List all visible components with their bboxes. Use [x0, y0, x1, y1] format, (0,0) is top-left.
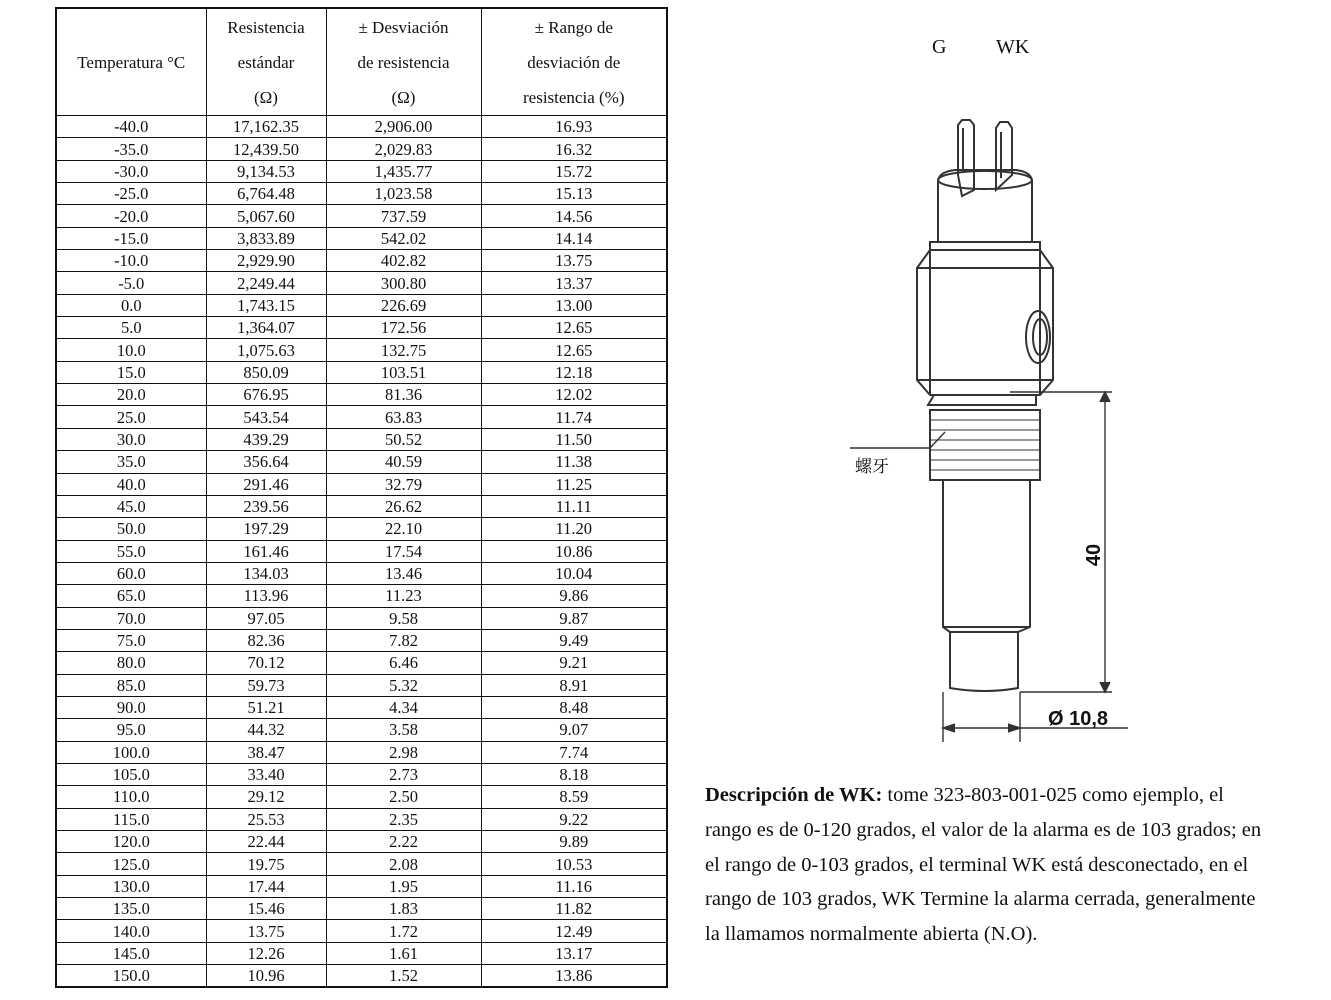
table-cell: 10.86 [481, 540, 667, 562]
table-cell: 9.89 [481, 831, 667, 853]
table-cell: 10.53 [481, 853, 667, 875]
table-cell: 13.37 [481, 272, 667, 294]
table-cell: 140.0 [56, 920, 206, 942]
table-cell: 10.0 [56, 339, 206, 361]
table-cell: 2,906.00 [326, 116, 481, 138]
table-cell: 70.0 [56, 607, 206, 629]
table-cell: 12.26 [206, 942, 326, 964]
diameter-label: Ø 10,8 [1048, 708, 1109, 730]
table-row [56, 473, 667, 495]
table-row [56, 786, 667, 808]
table-cell: 9.22 [481, 808, 667, 830]
table-cell: 134.03 [206, 562, 326, 584]
thread-label: 螺牙 [855, 457, 889, 477]
table-row [56, 719, 667, 741]
table-row [56, 116, 667, 138]
table-row [56, 406, 667, 428]
table-cell: 20.0 [56, 384, 206, 406]
table-cell: 9.07 [481, 719, 667, 741]
table-cell: 81.36 [326, 384, 481, 406]
table-cell: 542.02 [326, 227, 481, 249]
table-cell: 1,023.58 [326, 183, 481, 205]
description-text: tome 323-803-001-025 como ejemplo, el rango es de 0-120 grados, el valor de la alarma es de 103 grados; en el rango de 0-103 grados, el terminal WK está desconectado, en el rango de 103 grados, WK Termine la alarma cerrada, generalmente la llamamos normalmente abierta (N.O). [705, 784, 1262, 946]
table-cell: 95.0 [56, 719, 206, 741]
table-cell: 13.00 [481, 294, 667, 316]
table-cell: 125.0 [56, 853, 206, 875]
terminal-wk [996, 122, 1012, 190]
table-cell: -30.0 [56, 160, 206, 182]
table-cell: 15.46 [206, 898, 326, 920]
table-cell: 10.96 [206, 965, 326, 988]
table-cell: 17,162.35 [206, 116, 326, 138]
table-cell: 8.18 [481, 763, 667, 785]
table-cell: 29.12 [206, 786, 326, 808]
table-cell: 11.25 [481, 473, 667, 495]
table-cell: 1,075.63 [206, 339, 326, 361]
table-cell: 11.82 [481, 898, 667, 920]
table-cell: 103.51 [326, 361, 481, 383]
table-cell: 59.73 [206, 674, 326, 696]
table-cell: 19.75 [206, 853, 326, 875]
wk-description [705, 778, 1275, 952]
table-cell: 2,029.83 [326, 138, 481, 160]
probe-shaft [943, 480, 1030, 691]
table-cell: 12.65 [481, 317, 667, 339]
table-cell: 226.69 [326, 294, 481, 316]
table-cell: 50.0 [56, 518, 206, 540]
table-cell: 5.32 [326, 674, 481, 696]
table-cell: -40.0 [56, 116, 206, 138]
hex-nut-body [917, 250, 1053, 395]
resistance-table [55, 7, 668, 988]
table-cell: 737.59 [326, 205, 481, 227]
table-cell: 15.0 [56, 361, 206, 383]
table-cell: 85.0 [56, 674, 206, 696]
table-row [56, 808, 667, 830]
table-cell: 12,439.50 [206, 138, 326, 160]
table-row [56, 853, 667, 875]
table-cell: 239.56 [206, 495, 326, 517]
sensor-diagram [800, 20, 1180, 760]
table-cell: 75.0 [56, 629, 206, 651]
table-cell: -20.0 [56, 205, 206, 227]
table-cell: 439.29 [206, 428, 326, 450]
table-cell: 14.56 [481, 205, 667, 227]
table-cell: 38.47 [206, 741, 326, 763]
table-cell: 1,743.15 [206, 294, 326, 316]
table-row [56, 696, 667, 718]
table-cell: 70.12 [206, 652, 326, 674]
table-cell: -5.0 [56, 272, 206, 294]
table-cell: 2.50 [326, 786, 481, 808]
table-row [56, 160, 667, 182]
table-cell: 3.58 [326, 719, 481, 741]
table-row [56, 205, 667, 227]
table-cell: 50.52 [326, 428, 481, 450]
table-cell: 2.22 [326, 831, 481, 853]
table-cell: 676.95 [206, 384, 326, 406]
table-cell: 1.61 [326, 942, 481, 964]
table-cell: 543.54 [206, 406, 326, 428]
table-cell: 1,364.07 [206, 317, 326, 339]
table-cell: 65.0 [56, 585, 206, 607]
table-cell: 197.29 [206, 518, 326, 540]
table-cell: 1.95 [326, 875, 481, 897]
table-cell: 8.91 [481, 674, 667, 696]
table-cell: 113.96 [206, 585, 326, 607]
table-row [56, 294, 667, 316]
table-cell: 11.23 [326, 585, 481, 607]
thread-section [928, 395, 1036, 405]
table-cell: 1.52 [326, 965, 481, 988]
table-cell: 120.0 [56, 831, 206, 853]
table-row [56, 898, 667, 920]
table-cell: 11.16 [481, 875, 667, 897]
header-standard-resistance: Resistencia estándar (Ω) [206, 8, 326, 116]
table-cell: 9.49 [481, 629, 667, 651]
table-cell: 100.0 [56, 741, 206, 763]
table-row [56, 183, 667, 205]
table-cell: 115.0 [56, 808, 206, 830]
table-cell: 850.09 [206, 361, 326, 383]
table-cell: 9.87 [481, 607, 667, 629]
table-row [56, 518, 667, 540]
table-cell: 105.0 [56, 763, 206, 785]
table-cell: 80.0 [56, 652, 206, 674]
table-cell: 15.72 [481, 160, 667, 182]
table-cell: 33.40 [206, 763, 326, 785]
length-dimension [1010, 392, 1112, 692]
table-cell: -25.0 [56, 183, 206, 205]
table-cell: 9.86 [481, 585, 667, 607]
table-cell: 16.93 [481, 116, 667, 138]
table-cell: 60.0 [56, 562, 206, 584]
table-row [56, 451, 667, 473]
table-cell: 22.44 [206, 831, 326, 853]
table-cell: 97.05 [206, 607, 326, 629]
table-cell: 45.0 [56, 495, 206, 517]
table-cell: 7.82 [326, 629, 481, 651]
length-label: 40 [1083, 543, 1105, 567]
table-cell: 55.0 [56, 540, 206, 562]
header-deviation-range: ± Rango de desviación de resistencia (%) [481, 8, 667, 116]
table-cell: -35.0 [56, 138, 206, 160]
table-cell: 40.0 [56, 473, 206, 495]
table-cell: 135.0 [56, 898, 206, 920]
table-cell: 6.46 [326, 652, 481, 674]
table-cell: 291.46 [206, 473, 326, 495]
table-cell: 11.50 [481, 428, 667, 450]
table-cell: 150.0 [56, 965, 206, 988]
sensor-cap [938, 170, 1032, 242]
table-cell: 26.62 [326, 495, 481, 517]
table-cell: 130.0 [56, 875, 206, 897]
table-cell: 2,929.90 [206, 250, 326, 272]
table-cell: 11.38 [481, 451, 667, 473]
table-row [56, 361, 667, 383]
table-cell: 35.0 [56, 451, 206, 473]
table-row [56, 540, 667, 562]
table-cell: 44.32 [206, 719, 326, 741]
table-cell: 11.74 [481, 406, 667, 428]
table-cell: 145.0 [56, 942, 206, 964]
table-cell: 13.86 [481, 965, 667, 988]
table-cell: 13.75 [481, 250, 667, 272]
table-cell: 9.58 [326, 607, 481, 629]
table-cell: 30.0 [56, 428, 206, 450]
table-cell: 12.02 [481, 384, 667, 406]
table-cell: 13.46 [326, 562, 481, 584]
table-cell: 51.21 [206, 696, 326, 718]
table-cell: 9.21 [481, 652, 667, 674]
table-row [56, 562, 667, 584]
table-row [56, 965, 667, 988]
table-row [56, 227, 667, 249]
table-cell: 16.32 [481, 138, 667, 160]
table-cell: 14.14 [481, 227, 667, 249]
table-cell: 12.65 [481, 339, 667, 361]
table-row [56, 875, 667, 897]
table-cell: 13.17 [481, 942, 667, 964]
table-cell: 25.0 [56, 406, 206, 428]
table-cell: 2,249.44 [206, 272, 326, 294]
table-cell: 1.72 [326, 920, 481, 942]
table-cell: 2.73 [326, 763, 481, 785]
table-cell: 161.46 [206, 540, 326, 562]
table-row [56, 629, 667, 651]
table-cell: 32.79 [326, 473, 481, 495]
table-cell: 5,067.60 [206, 205, 326, 227]
table-body [56, 116, 667, 988]
resistance-table-container [55, 7, 668, 988]
terminal-g [958, 120, 974, 196]
table-row [56, 607, 667, 629]
table-row [56, 138, 667, 160]
table-cell: 2.08 [326, 853, 481, 875]
table-cell: 2.98 [326, 741, 481, 763]
table-row [56, 495, 667, 517]
table-cell: 0.0 [56, 294, 206, 316]
table-cell: 13.75 [206, 920, 326, 942]
table-row [56, 942, 667, 964]
table-header-row [56, 8, 667, 116]
table-row [56, 674, 667, 696]
table-cell: 22.10 [326, 518, 481, 540]
table-cell: 25.53 [206, 808, 326, 830]
description-title: Descripción de WK: [705, 784, 883, 806]
table-cell: 4.34 [326, 696, 481, 718]
table-row [56, 428, 667, 450]
table-cell: 172.56 [326, 317, 481, 339]
table-cell: 11.11 [481, 495, 667, 517]
label-wk: WK [996, 36, 1030, 58]
table-cell: 15.13 [481, 183, 667, 205]
label-g: G [932, 36, 947, 58]
table-row [56, 763, 667, 785]
table-cell: 8.48 [481, 696, 667, 718]
table-cell: 3,833.89 [206, 227, 326, 249]
header-resistance-deviation: ± Desviación de resistencia (Ω) [326, 8, 481, 116]
table-row [56, 741, 667, 763]
table-cell: 356.64 [206, 451, 326, 473]
table-row [56, 272, 667, 294]
table-cell: -15.0 [56, 227, 206, 249]
table-cell: 1.83 [326, 898, 481, 920]
table-row [56, 339, 667, 361]
table-cell: 63.83 [326, 406, 481, 428]
table-row [56, 250, 667, 272]
table-row [56, 317, 667, 339]
table-cell: 12.49 [481, 920, 667, 942]
table-cell: 6,764.48 [206, 183, 326, 205]
table-cell: 8.59 [481, 786, 667, 808]
table-cell: 5.0 [56, 317, 206, 339]
table-cell: 12.18 [481, 361, 667, 383]
table-cell: 1,435.77 [326, 160, 481, 182]
table-cell: 7.74 [481, 741, 667, 763]
table-cell: -10.0 [56, 250, 206, 272]
table-cell: 82.36 [206, 629, 326, 651]
table-cell: 9,134.53 [206, 160, 326, 182]
table-row [56, 652, 667, 674]
header-temperature: Temperatura °C [56, 8, 206, 116]
table-cell: 402.82 [326, 250, 481, 272]
table-cell: 90.0 [56, 696, 206, 718]
table-cell: 300.80 [326, 272, 481, 294]
table-cell: 110.0 [56, 786, 206, 808]
table-row [56, 585, 667, 607]
table-cell: 17.54 [326, 540, 481, 562]
table-row [56, 920, 667, 942]
table-cell: 17.44 [206, 875, 326, 897]
table-row [56, 384, 667, 406]
table-cell: 132.75 [326, 339, 481, 361]
table-cell: 10.04 [481, 562, 667, 584]
table-row [56, 831, 667, 853]
table-cell: 2.35 [326, 808, 481, 830]
table-cell: 40.59 [326, 451, 481, 473]
table-cell: 11.20 [481, 518, 667, 540]
